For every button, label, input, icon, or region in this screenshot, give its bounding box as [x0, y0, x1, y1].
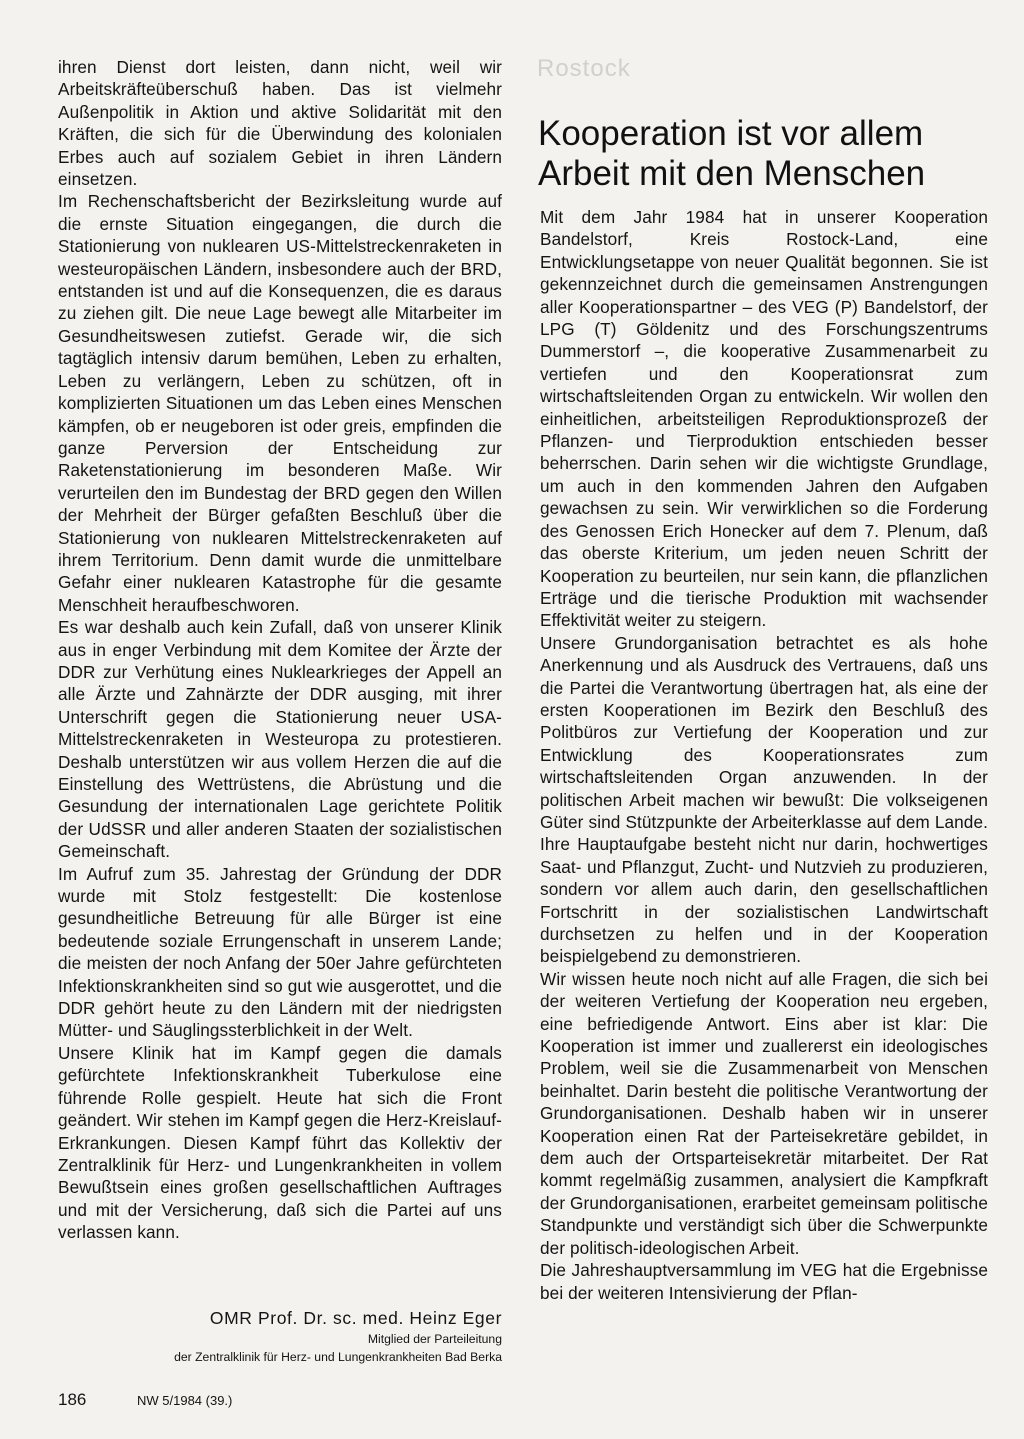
- author-role-line-2: der Zentralklinik für Herz- und Lungenkrankheiten Bad Berka: [174, 1350, 502, 1364]
- author-name: OMR Prof. Dr. sc. med. Heinz Eger: [209, 1308, 502, 1328]
- left-paragraph-4: Im Aufruf zum 35. Jahrestag der Gründung der DDR wurde mit Stolz festgestellt: Die kostenlose gesundheitliche Betreuung für alle Bürger ist eine bedeutende soziale Errungenschaft in unserem Lande; die meisten der noch Anfang der 50er Jahre gefürchteten Infektionskrankheiten sind so gut wie ausgerottet, und die DDR gehört heute zu den Ländern mit der niedrigsten Mütter- und Säuglingssterblichkeit in der Welt.: [58, 863, 502, 1041]
- right-paragraph-4: Die Jahreshauptversammlung im VEG hat die Ergebnisse bei der weiteren Intensivierung der Pflan-: [540, 1260, 988, 1303]
- article-headline: [538, 114, 998, 194]
- headline-line-1: Kooperation ist vor allem: [538, 114, 924, 153]
- right-article-column: [540, 206, 988, 1304]
- author-role-line-1: Mitglied der Parteileitung: [367, 1332, 502, 1346]
- section-label: Rostock: [537, 55, 631, 82]
- left-paragraph-5: Unsere Klinik hat im Kampf gegen die damals gefürchtete Infektionskrankheit Tuberkulose eine führende Rolle gespielt. Heute hat sich die Front geändert. Wir stehen im Kampf gegen die Herz-Kreislauf-Erkrankungen. Diesen Kampf führt das Kollektiv der Zentralklinik für Herz- und Lungenkrankheiten in vollem Bewußtsein eines großen gesellschaftlichen Auftrages und mit der Versicherung, daß sich die Partei auf uns verlassen kann.: [58, 1042, 502, 1243]
- left-paragraph-2: Im Rechenschaftsbericht der Bezirksleitung wurde auf die ernste Situation eingegangen, die durch die Stationierung von nuklearen US-Mittelstreckenraketen in westeuropäischen Ländern, insbesondere auch der BRD, entstanden ist und auf die Konsequenzen, die es daraus zu ziehen gilt. Die neue Lage bewegt alle Mitarbeiter im Gesundheitswesen zutiefst. Gerade wir, die sich tagtäglich intensiv darum bemühen, Leben zu erhalten, Leben zu verlängern, Leben zu schützen, oft in komplizierten Situationen um das Leben eines Menschen kämpfen, ob er neugeboren ist oder greis, empfinden die ganze Perversion der Entscheidung zur Raketenstationierung im besonderen Maße. Wir verurteilen den im Bundestag der BRD gegen den Willen der Mehrheit der Bürger gefaßten Beschluß über die Stationierung von nuklearen Mittelstreckenraketen auf ihrem Territorium. Denn damit wurde die unmittelbare Gefahr einer nuklearen Katastrophe für die gesamte Menschheit heraufbeschworen.: [58, 191, 502, 615]
- issue-reference: NW 5/1984 (39.): [137, 1393, 233, 1408]
- right-paragraph-2: Unsere Grundorganisation betrachtet es als hohe Anerkennung und als Ausdruck des Vertrauens, daß uns die Partei die Verantwortung übertragen hat, als eine der ersten Kooperationen im Bezirk den Beschluß des Politbüros zur Vertiefung der Kooperation und zur Entwicklung des Kooperationsrates zum wirtschaftsleitenden Organ anzuwenden. In der politischen Arbeit machen wir bewußt: Die volkseigenen Güter sind Stützpunkte der Arbeiterklasse auf dem Lande. Ihre Hauptaufgabe besteht nicht nur darin, hochwertiges Saat- und Pflanzgut, Zucht- und Nutzvieh zu produzieren, sondern vor allem auch darin, den gesellschaftlichen Fortschritt in der sozialistischen Landwirtschaft durchsetzen zu helfen und in der Kooperation beispielgebend zu demonstrieren.: [540, 632, 988, 967]
- headline-line-2: Arbeit mit den Menschen: [538, 154, 926, 193]
- author-signature: [42, 1307, 502, 1365]
- page-number: 186: [58, 1390, 87, 1409]
- left-article-column: [58, 56, 502, 1244]
- right-paragraph-3: Wir wissen heute noch nicht auf alle Fragen, die sich bei der weiteren Vertiefung der Kooperation neu ergeben, eine befriedigende Antwort. Eins aber ist klar: Die Kooperation ist immer und zuallererst ein ideologisches Problem, weil sie die Zusammenarbeit von Menschen beinhaltet. Darin besteht die politische Verantwortung der Grundorganisationen. Deshalb haben wir in unserer Kooperation einen Rat der Parteisekretäre gebildet, in dem auch der Ortsparteisekretär mitarbeitet. Der Rat kommt regelmäßig zusammen, analysiert die Kampfkraft der Grundorganisationen, erarbeitet gemeinsam politische Standpunkte und verständigt sich über die Schwerpunkte der politisch-ideologischen Arbeit.: [540, 968, 988, 1258]
- right-paragraph-1: Mit dem Jahr 1984 hat in unserer Kooperation Bandelstorf, Kreis Rostock-Land, eine Entwicklungsetappe von neuer Qualität begonnen. Sie ist gekennzeichnet durch die gemeinsamen Anstrengungen aller Kooperationspartner – des VEG (P) Bandelstorf, der LPG (T) Göldenitz und des Forschungszentrums Dummerstorf –, die kooperative Zusammenarbeit zu vertiefen und den Kooperationsrat zum wirtschaftsleitenden Organ zu entwickeln. Wir wollen den einheitlichen, arbeitsteiligen Reproduktionsprozeß der Pflanzen- und Tierproduktion entschieden besser beherrschen. Darin sehen wir die wichtigste Grundlage, um auch in den kommenden Jahren den Aufgaben gewachsen zu sein. Wir verwirklichen so die Forderung des Genossen Erich Honecker auf dem 7. Plenum, daß das oberste Kriterium, um jeden neuen Schritt der Kooperation zu beurteilen, nur sein kann, die pflanzlichen Erträge und die tierische Produktion mit wachsender Effektivität weiter zu steigern.: [540, 207, 988, 631]
- left-paragraph-3: Es war deshalb auch kein Zufall, daß von unserer Klinik aus in enger Verbindung mit dem Komitee der Ärzte der DDR zur Verhütung eines Nuklearkrieges der Appell an alle Ärzte und Zahnärzte der DDR ausging, mit ihrer Unterschrift gegen die Stationierung neuer USA-Mittelstreckenraketen in Westeuropa zu protestieren. Deshalb unterstützen wir aus vollem Herzen die auf die Einstellung des Wettrüstens, die Abrüstung und die Gesundung der internationalen Lage gerichtete Politik der UdSSR und aller anderen Staaten der sozialistischen Gemeinschaft.: [58, 617, 502, 862]
- left-paragraph-1: ihren Dienst dort leisten, dann nicht, weil wir Arbeitskräfteüberschuß haben. Das ist vielmehr Außenpolitik in Aktion und aktive Solidarität mit den Kräften, die sich für die Überwindung des kolonialen Erbes auch auf sozialem Gebiet in ihren Ländern einsetzen.: [58, 57, 502, 190]
